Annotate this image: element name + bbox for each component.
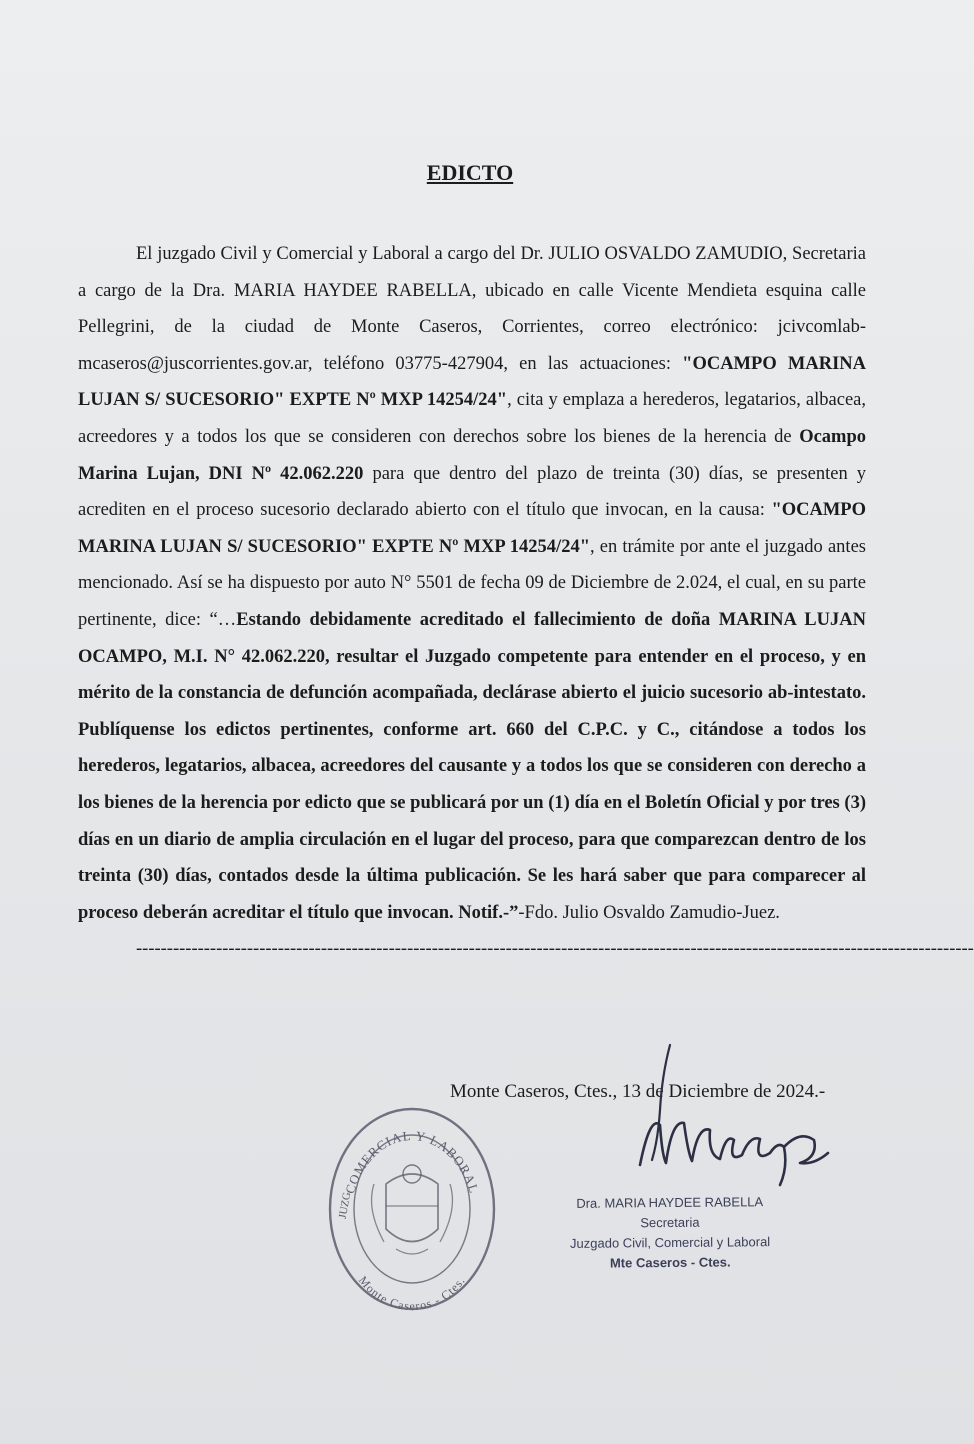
svg-text:COMERCIAL Y LABORAL <box>342 1128 482 1196</box>
signed-by-text: -Fdo. Julio Osvaldo Zamudio-Juez. <box>518 902 780 923</box>
case-caption-repeat: "OCAMPO MARINA LUJAN S/ SUCESORIO" EXPTE Nº MXP 14254/24" <box>78 500 866 557</box>
order-text: , en trámite por ante el juzgado antes mencionado. Así se ha dispuesto por auto N° 5501 de fecha 09 de Diciembre de 2.024, el cual, en su parte pertinente, dice: “… <box>78 536 866 630</box>
handwritten-signature <box>600 1035 850 1195</box>
stamp-court: Juzgado Civil, Comercial y Laboral <box>569 1234 771 1251</box>
edict-paragraph <box>78 236 974 968</box>
fill-dashes: ---------------------------------------------------------------------------------------------------------------------------------------- <box>136 939 974 960</box>
svg-text:Monte Caseros - Ctes. <box>356 1273 468 1313</box>
document-title: EDICTO <box>426 160 514 185</box>
stamp-role: Secretaria <box>640 1214 700 1231</box>
stamp-name: Dra. MARIA HAYDEE RABELLA <box>576 1194 764 1211</box>
secretary-stamp <box>520 1192 821 1275</box>
term-text: para que dentro del plazo de treinta (30) días, se presenten y acrediten en el proceso sucesorio declarado abierto con el título que invocan, en la causa: <box>78 463 866 521</box>
summons-text: , cita y emplaza a herederos, legatarios, albacea, acreedores y a todos los que se consideren con derechos sobre los bienes de la herencia de <box>78 390 866 447</box>
order-quote: Estando debidamente acreditado el fallecimiento de doña MARINA LUJAN OCAMPO, M.I. N° 42.062.220, resultar el Juzgado competente para entender en el proceso, y en mérito de la constancia de defunción acompañada, declárase abierto el juicio sucesorio ab-intestato. Publíquense los edictos pertinentes, conforme art. 660 del C.P.C. y C., citándose a todos los herederos, legatarios, albacea, acreedores del causante y a todos los que se consideren con derecho a los bienes de la herencia por edicto que se publicará por un (1) día en el Boletín Oficial y por tres (3) días en un diario de amplia circulación en el lugar del proceso, para que comparezcan dentro de los treinta (30) días, contados desde la última publicación. Se les hará saber que para comparecer al proceso deberán acreditar el título que invocan. Notif.-” <box>78 609 866 923</box>
court-seal <box>326 1104 498 1314</box>
edict-body <box>78 236 974 968</box>
stamp-city: Mte Caseros - Ctes. <box>609 1254 731 1271</box>
intro-text: El juzgado Civil y Comercial y Laboral a cargo del Dr. JULIO OSVALDO ZAMUDIO, Secretaria a cargo de la Dra. MARIA HAYDEE RABELLA, ubicado en calle Vicente Mendieta esquina calle Pellegrini, de la ciudad de Monte Caseros, Corrientes, correo electrónico: jcivcomlab-mcaseros@juscorrientes.gov.ar, teléfono 03775-427904, en las actuaciones: <box>78 244 866 374</box>
seal-left-text: JUZG <box>336 1191 354 1220</box>
deceased-name: Ocampo Marina Lujan, DNI Nº 42.062.220 <box>78 426 866 484</box>
seal-bottom-text: Monte Caseros - Ctes. <box>355 1273 469 1314</box>
case-caption: "OCAMPO MARINA LUJAN S/ SUCESORIO" EXPTE Nº MXP 14254/24" <box>78 353 866 411</box>
place-and-date: Monte Caseros, Ctes., 13 de Diciembre de 2024.- <box>450 1081 826 1102</box>
seal-top-text: COMERCIAL Y LABORAL <box>342 1127 482 1196</box>
